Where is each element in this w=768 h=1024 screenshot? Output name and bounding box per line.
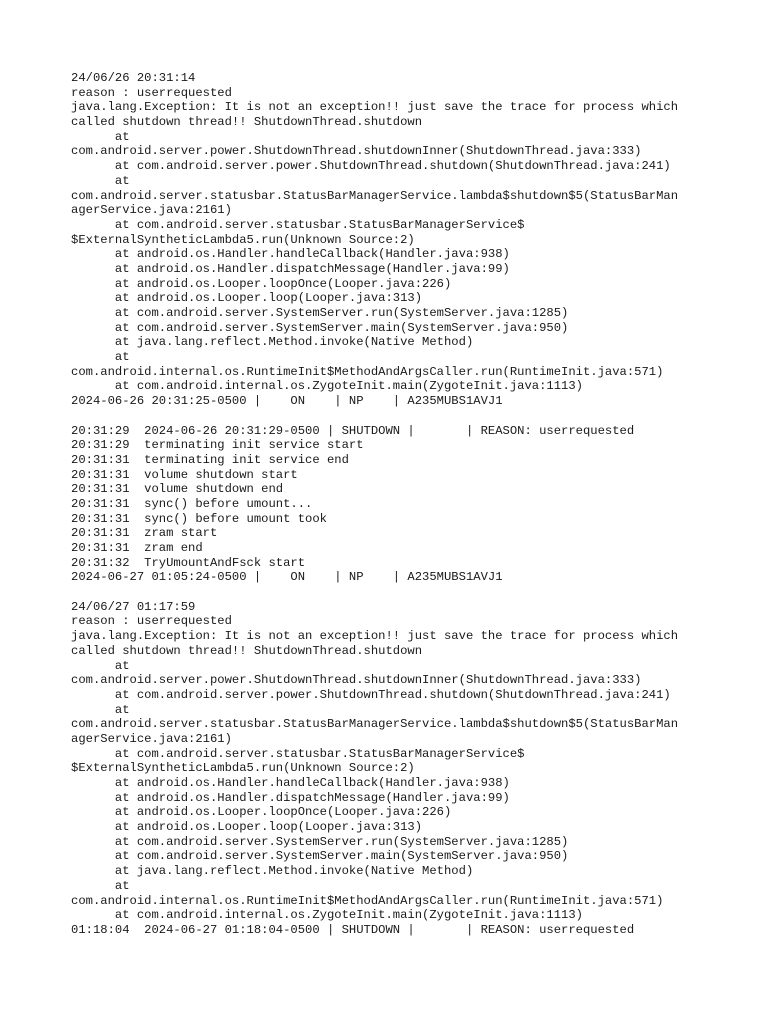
- log-line: at android.os.Looper.loopOnce(Looper.java:226): [71, 276, 452, 291]
- log-line: at: [71, 350, 130, 365]
- log-line: at android.os.Handler.dispatchMessage(Handler.java:99): [71, 790, 510, 805]
- log-line: 2024-06-27 01:05:24-0500 | ON | NP | A235MUBS1AVJ1: [71, 570, 503, 585]
- log-line: at: [71, 658, 130, 673]
- log-line: com.android.internal.os.RuntimeInit$MethodAndArgsCaller.run(RuntimeInit.java:571): [71, 893, 664, 908]
- log-line: at android.os.Looper.loop(Looper.java:313): [71, 291, 423, 306]
- log-line: com.android.internal.os.RuntimeInit$MethodAndArgsCaller.run(RuntimeInit.java:571): [71, 364, 664, 379]
- log-line: at com.android.server.statusbar.StatusBarManagerService$: [71, 217, 525, 232]
- log-line: 20:31:29 2024-06-26 20:31:29-0500 | SHUTDOWN | | REASON: userrequested: [71, 423, 635, 438]
- log-line: java.lang.Exception: It is not an exception!! just save the trace for process which: [71, 100, 679, 115]
- log-line: 01:18:04 2024-06-27 01:18:04-0500 | SHUTDOWN | | REASON: userrequested: [71, 922, 635, 937]
- log-line: at com.android.server.power.ShutdownThread.shutdown(ShutdownThread.java:241): [71, 687, 671, 702]
- log-line: 20:31:32 TryUmountAndFsck start: [71, 555, 306, 570]
- log-line: at com.android.server.power.ShutdownThread.shutdown(ShutdownThread.java:241): [71, 159, 671, 174]
- log-line: at java.lang.reflect.Method.invoke(Native Method): [71, 335, 474, 350]
- log-line: at com.android.internal.os.ZygoteInit.main(ZygoteInit.java:1113): [71, 908, 583, 923]
- log-line: com.android.server.statusbar.StatusBarManagerService.lambda$shutdown$5(StatusBarMan: [71, 188, 679, 203]
- log-line: at android.os.Looper.loop(Looper.java:313): [71, 820, 423, 835]
- log-line: agerService.java:2161): [71, 731, 232, 746]
- log-line: at android.os.Handler.handleCallback(Handler.java:938): [71, 776, 510, 790]
- log-line: com.android.server.power.ShutdownThread.shutdownInner(ShutdownThread.java:333): [71, 673, 642, 688]
- log-line: at com.android.internal.os.ZygoteInit.main(ZygoteInit.java:1113): [71, 379, 583, 394]
- log-line: at android.os.Looper.loopOnce(Looper.java:226): [71, 805, 452, 820]
- log-document: [71, 71, 711, 938]
- log-line: reason : userrequested: [71, 614, 232, 629]
- log-line: at com.android.server.SystemServer.main(SystemServer.java:950): [71, 320, 569, 335]
- blank-line: [71, 409, 711, 424]
- log-line: 20:31:31 terminating init service end: [71, 452, 349, 467]
- log-line: com.android.server.statusbar.StatusBarManagerService.lambda$shutdown$5(StatusBarMan: [71, 717, 679, 732]
- log-line: at com.android.server.SystemServer.main(SystemServer.java:950): [71, 849, 569, 864]
- log-line: agerService.java:2161): [71, 203, 232, 218]
- log-line: com.android.server.power.ShutdownThread.shutdownInner(ShutdownThread.java:333): [71, 144, 642, 159]
- log-line: reason : userrequested: [71, 85, 232, 100]
- log-line: at: [71, 878, 130, 893]
- log-line: at: [71, 702, 130, 717]
- log-line: called shutdown thread!! ShutdownThread.shutdown: [71, 643, 423, 658]
- log-line: at java.lang.reflect.Method.invoke(Native Method): [71, 864, 474, 879]
- log-line: $ExternalSyntheticLambda5.run(Unknown Source:2): [71, 761, 415, 776]
- log-line: 2024-06-26 20:31:25-0500 | ON | NP | A235MUBS1AVJ1: [71, 394, 503, 409]
- log-line: at android.os.Handler.handleCallback(Handler.java:938): [71, 247, 510, 262]
- log-line: 24/06/26 20:31:14: [71, 71, 196, 85]
- log-line: 20:31:31 sync() before umount...: [71, 496, 313, 511]
- log-line: at com.android.server.SystemServer.run(SystemServer.java:1285): [71, 306, 569, 320]
- log-line: at: [71, 129, 130, 144]
- blank-line: [71, 585, 711, 600]
- log-line: at: [71, 173, 130, 188]
- log-line: at com.android.server.SystemServer.run(SystemServer.java:1285): [71, 834, 569, 849]
- log-line: at com.android.server.statusbar.StatusBarManagerService$: [71, 746, 525, 761]
- log-line: 20:31:31 volume shutdown start: [71, 467, 298, 482]
- log-line: called shutdown thread!! ShutdownThread.shutdown: [71, 115, 423, 130]
- log-line: 20:31:29 terminating init service start: [71, 438, 364, 453]
- log-line: 20:31:31 zram start: [71, 526, 218, 541]
- log-line: 20:31:31 sync() before umount took: [71, 511, 327, 526]
- log-line: at android.os.Handler.dispatchMessage(Handler.java:99): [71, 261, 510, 276]
- log-line: 20:31:31 zram end: [71, 541, 203, 555]
- log-line: 20:31:31 volume shutdown end: [71, 482, 284, 497]
- log-line: 24/06/27 01:17:59: [71, 599, 196, 614]
- log-line: java.lang.Exception: It is not an exception!! just save the trace for process which: [71, 629, 679, 644]
- log-line: $ExternalSyntheticLambda5.run(Unknown Source:2): [71, 232, 415, 247]
